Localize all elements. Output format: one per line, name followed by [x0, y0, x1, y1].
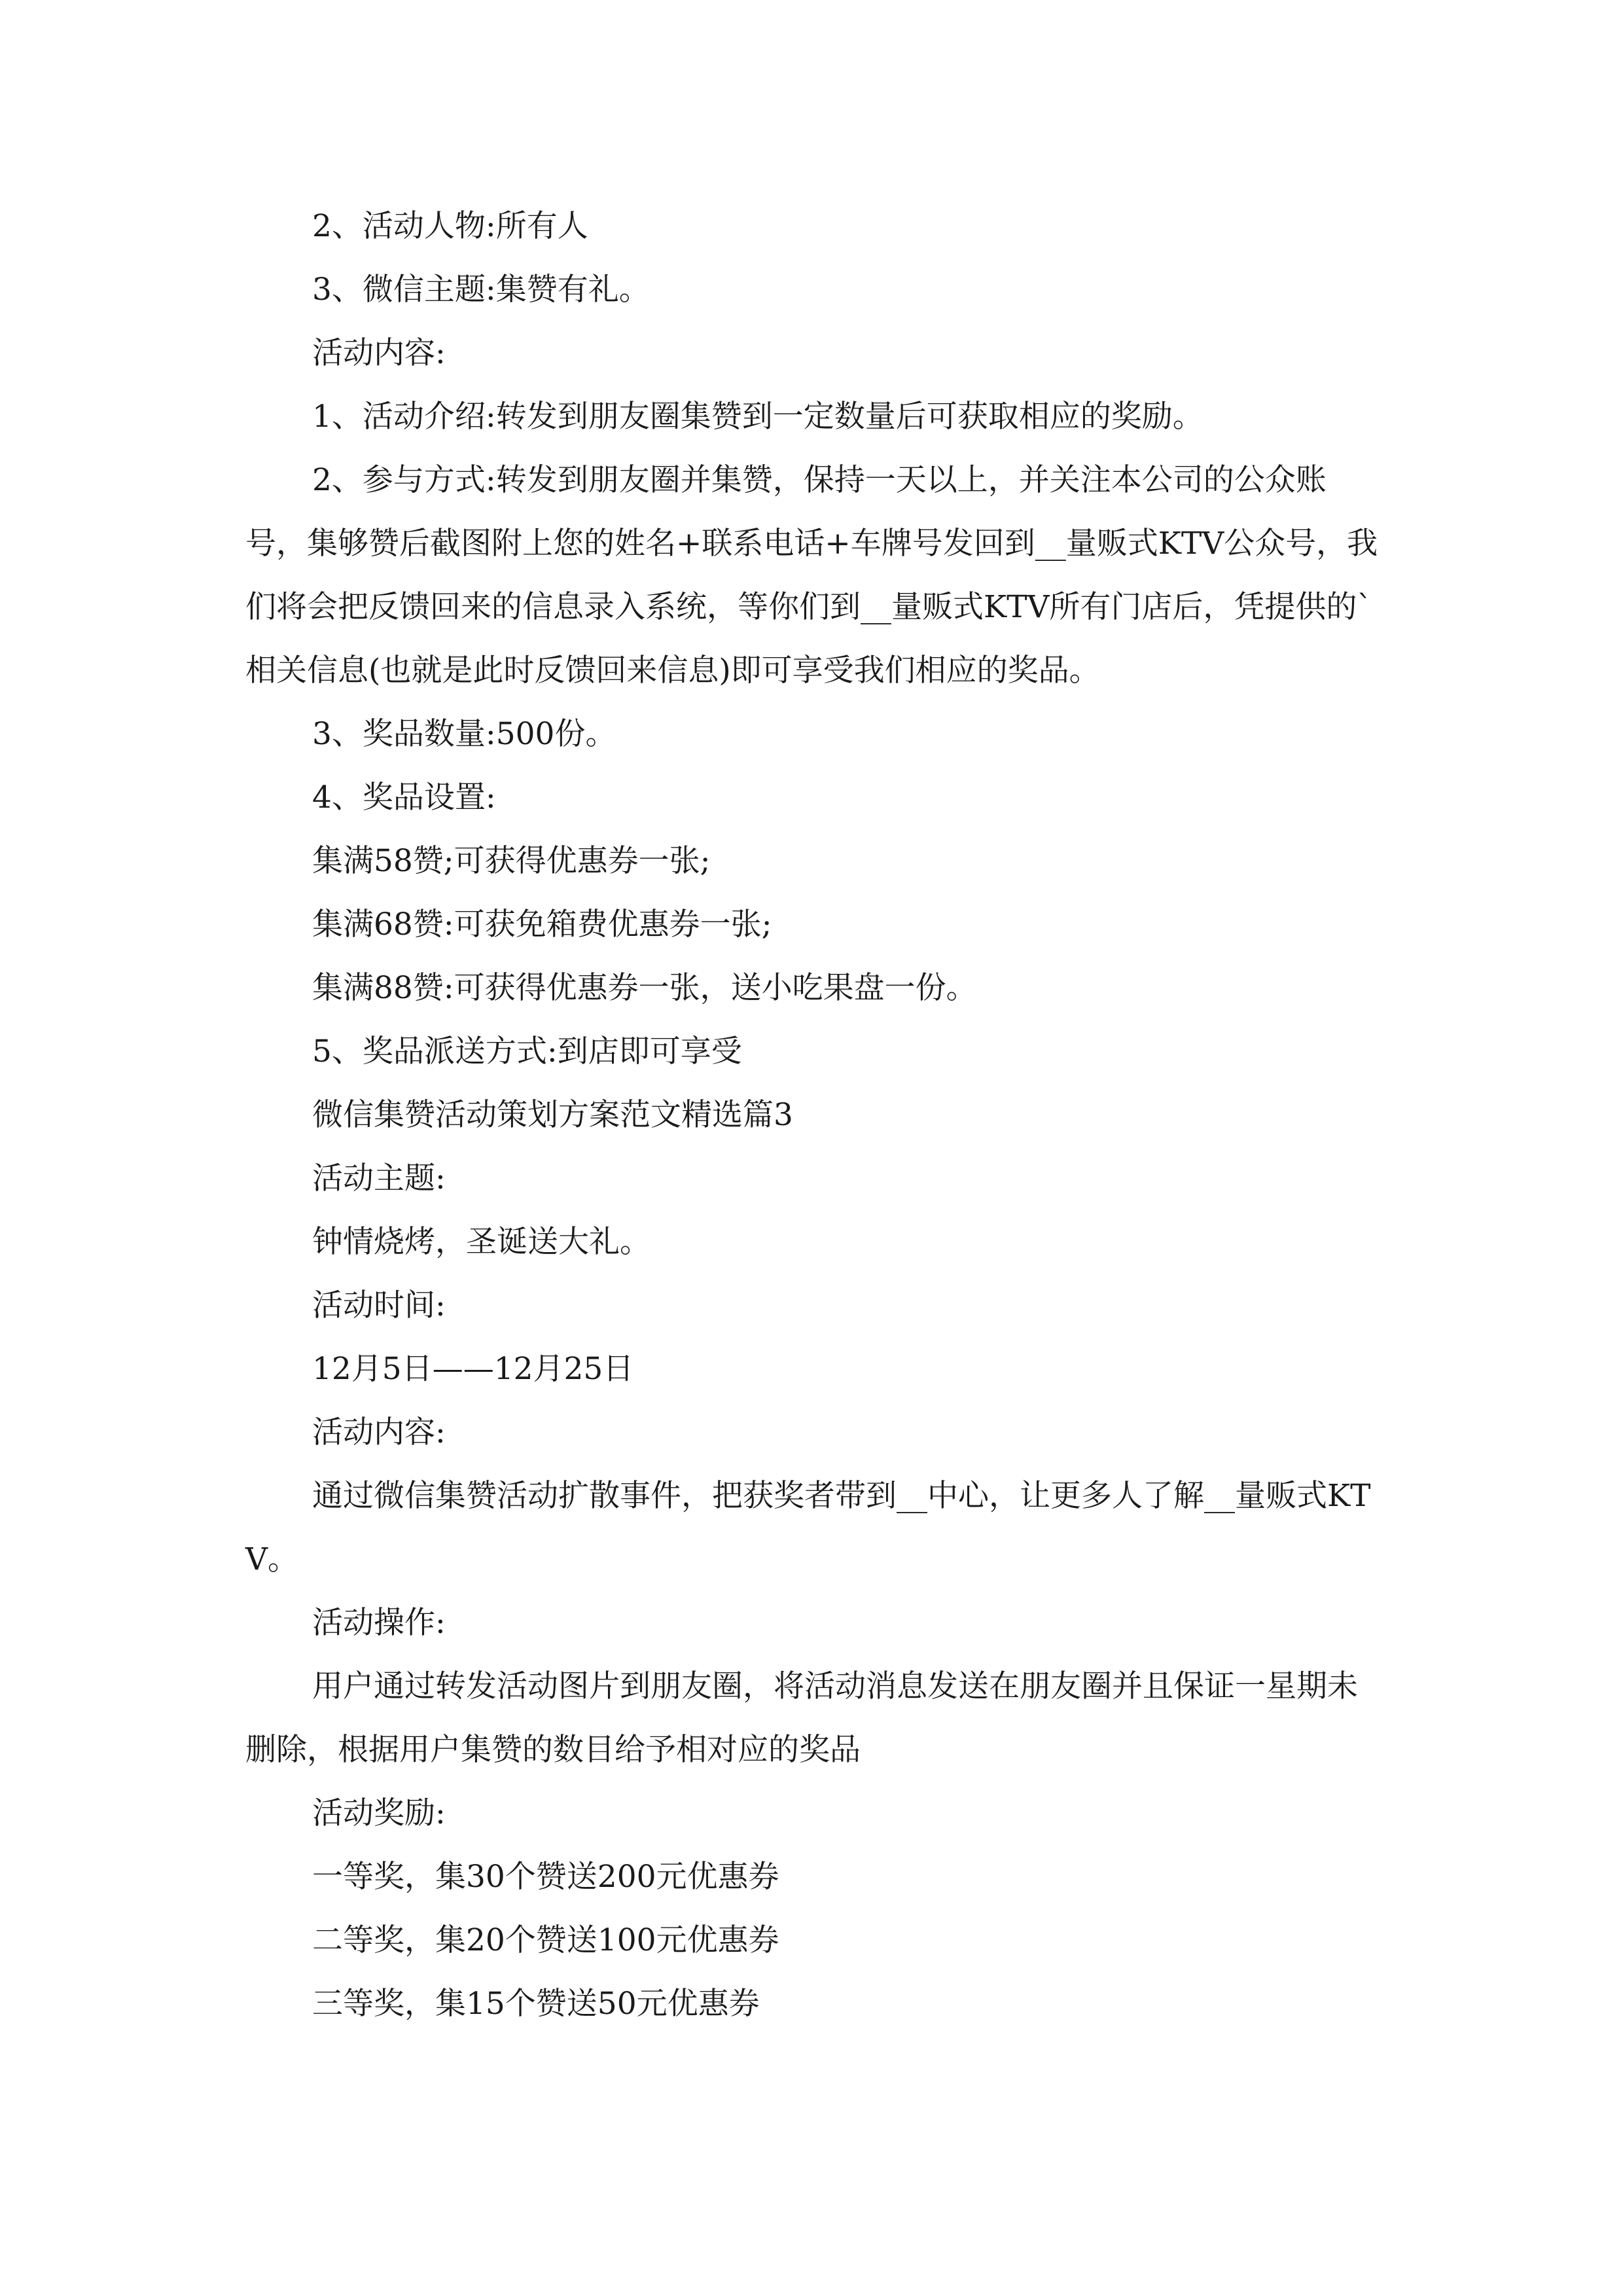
paragraph-participation-method: 2、参与方式:转发到朋友圈并集赞，保持一天以上，并关注本公司的公众账号，集够赞后截图附上您的姓名+联系电话+车牌号发回到__量贩式KTV公众号，我们将会把反馈回来的信息录入系统，等你们到__量贩式KTV所有门店后，凭提供的`相关信息(也就是此时反馈回来信息)即可享受我们相应的奖品。: [245, 462, 1378, 689]
heading-activity-rewards: 活动奖励:: [312, 1795, 446, 1831]
heading-activity-theme: 活动主题:: [312, 1160, 446, 1196]
paragraph-operation-text: 用户通过转发活动图片到朋友圈，将活动消息发送在朋友圈并且保证一星期未删除，根据用户集赞的数目给予相对应的奖品: [245, 1668, 1358, 1768]
heading-prize-settings: 4、奖品设置:: [312, 780, 496, 816]
heading-activity-time: 活动时间:: [312, 1287, 446, 1323]
document-body: [245, 194, 1384, 2036]
paragraph-prize-delivery: 5、奖品派送方式:到店即可享受: [312, 1033, 742, 1069]
paragraph-prize-68: 集满68赞:可获免箱费优惠券一张;: [312, 906, 772, 942]
paragraph-theme-text: 钟情烧烤，圣诞送大礼。: [312, 1224, 651, 1260]
paragraph-second-prize: 二等奖，集20个赞送100元优惠券: [312, 1922, 779, 1958]
heading-activity-content-2: 活动内容:: [312, 1414, 446, 1450]
heading-activity-content: 活动内容:: [312, 335, 446, 371]
paragraph-content-text: 通过微信集赞活动扩散事件，把获奖者带到__中心，让更多人了解__量贩式KTV。: [245, 1478, 1371, 1577]
paragraph-wechat-theme: 3、微信主题:集赞有礼。: [312, 272, 650, 308]
heading-activity-operation: 活动操作:: [312, 1605, 446, 1641]
section-title-plan-3: 微信集赞活动策划方案范文精选篇3: [312, 1097, 793, 1133]
paragraph-third-prize: 三等奖，集15个赞送50元优惠券: [312, 1986, 760, 2022]
paragraph-activity-intro: 1、活动介绍:转发到朋友圈集赞到一定数量后可获取相应的奖励。: [312, 399, 1204, 435]
paragraph-prize-quantity: 3、奖品数量:500份。: [312, 716, 616, 752]
paragraph-first-prize: 一等奖，集30个赞送200元优惠券: [312, 1859, 779, 1895]
paragraph-prize-58: 集满58赞;可获得优惠券一张;: [312, 843, 711, 879]
paragraph-prize-88: 集满88赞:可获得优惠券一张，送小吃果盘一份。: [312, 970, 977, 1006]
paragraph-time-range: 12月5日——12月25日: [312, 1351, 634, 1387]
paragraph-activity-people: 2、活动人物:所有人: [312, 208, 588, 244]
